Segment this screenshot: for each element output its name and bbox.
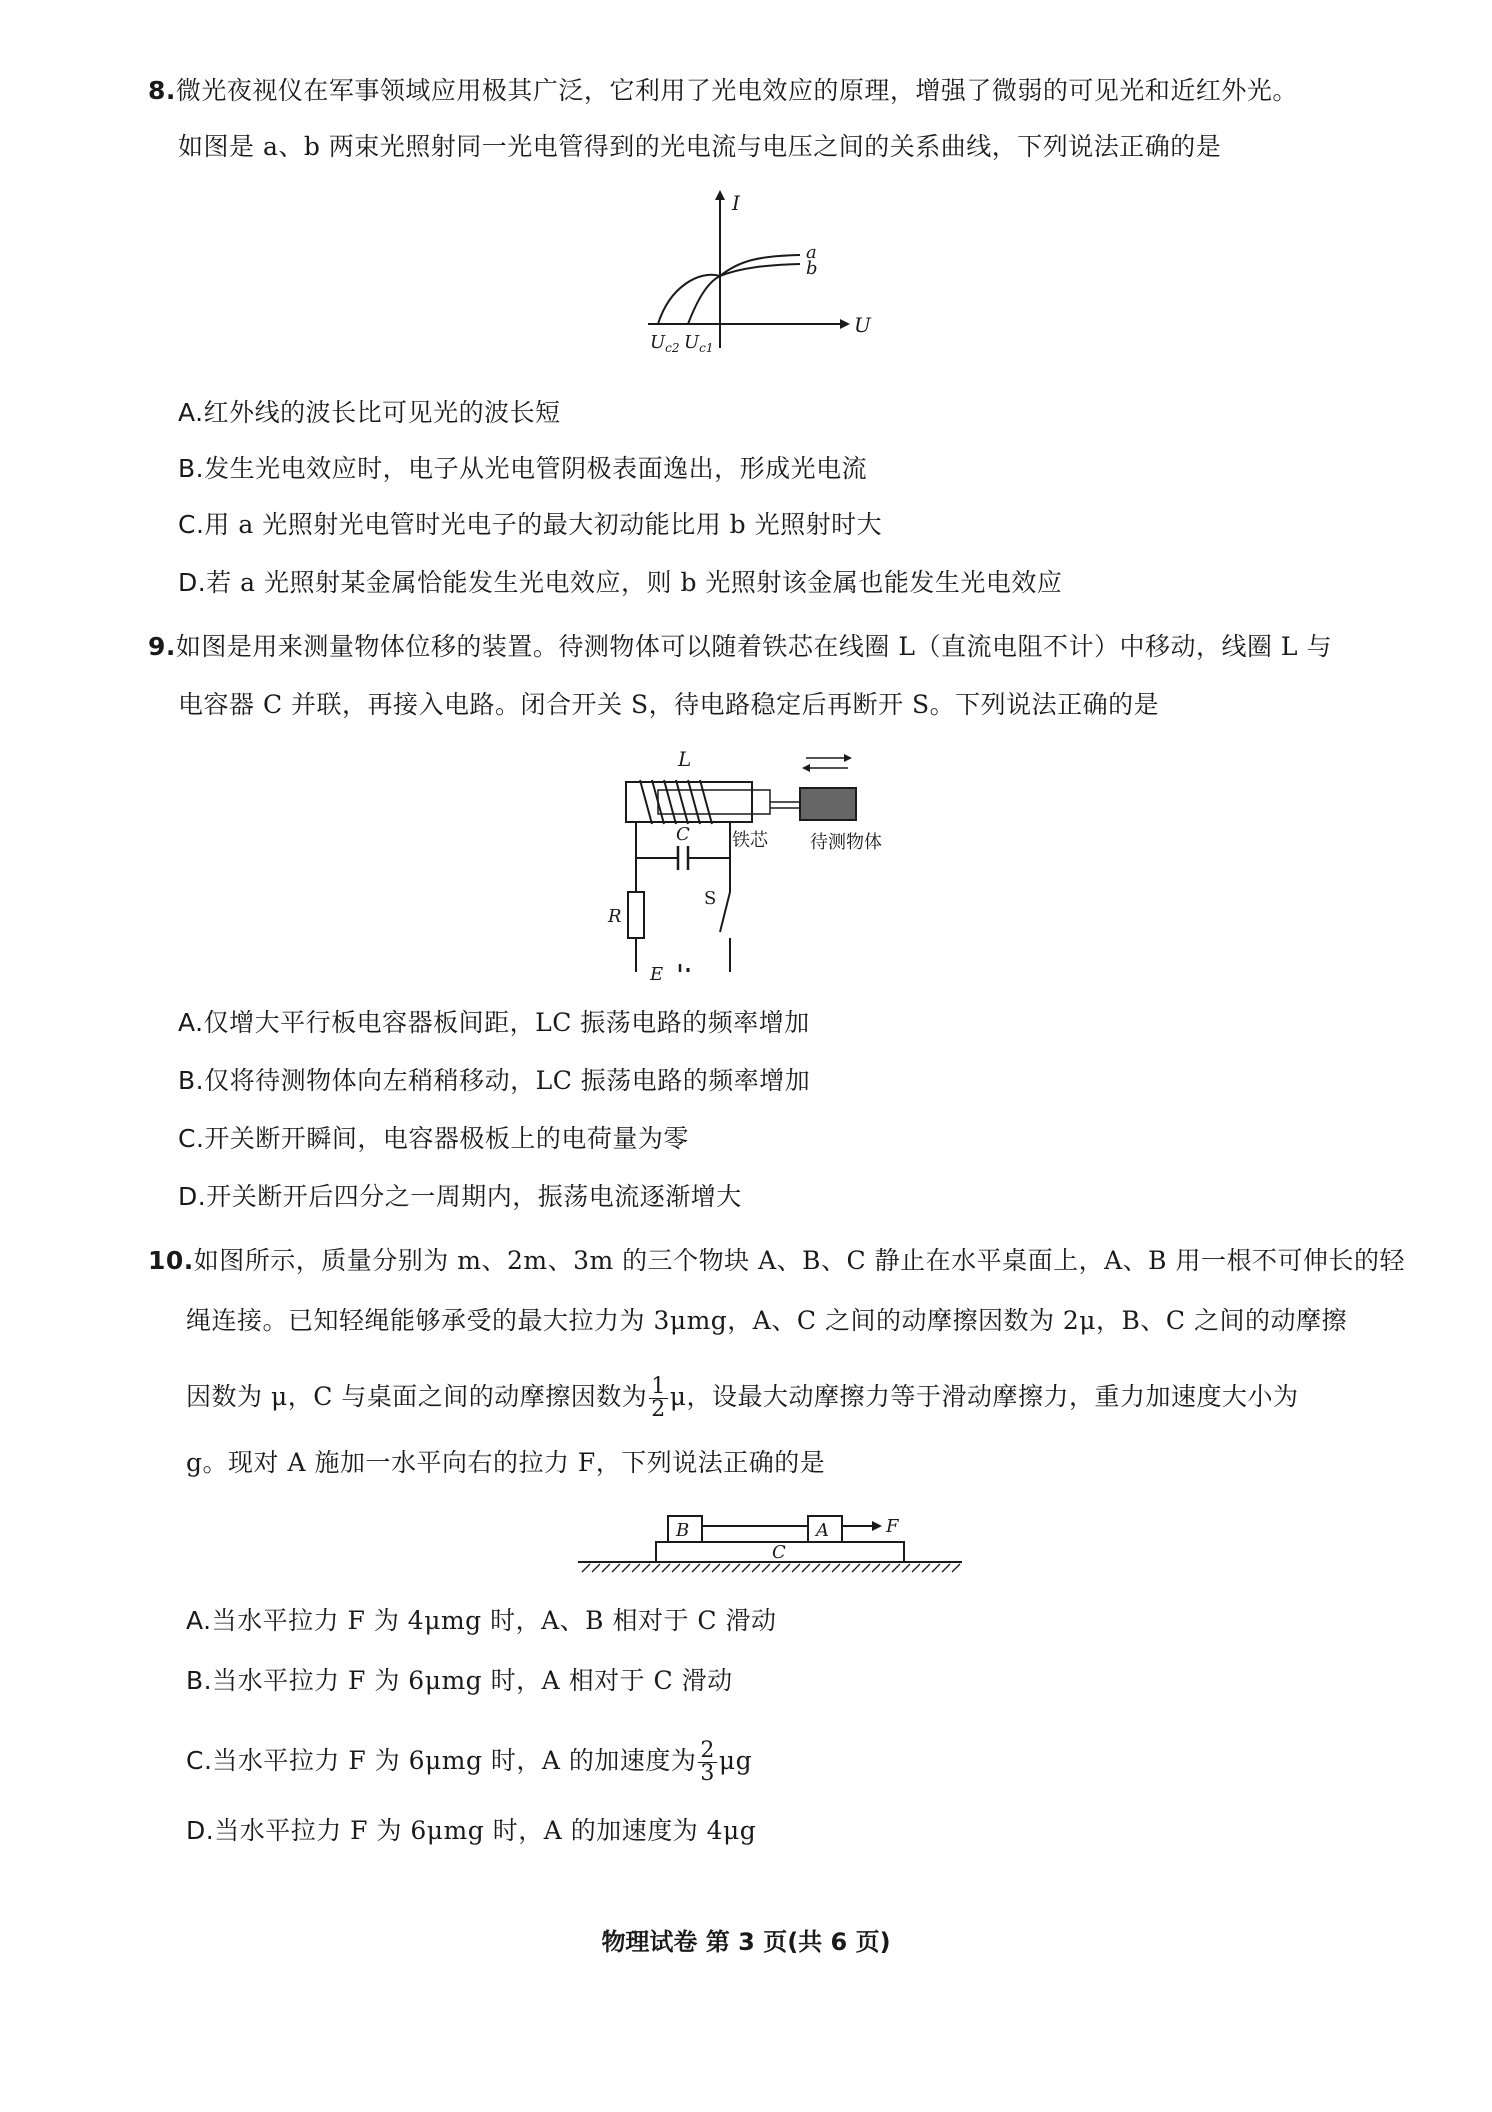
question-10-stem-line-2: 绳连接。已知轻绳能够承受的最大拉力为 3μmg，A、C 之间的动摩擦因数为 2μ，B、C 之间的动摩擦 [186, 1306, 1347, 1335]
resistor [628, 892, 644, 938]
option-text: 若 a 光照射某金属恰能发生光电效应，则 b 光照射该金属也能发生光电效应 [206, 568, 1063, 597]
fraction-two-thirds: $\frac{2}{3}$ [700, 1738, 715, 1786]
curve-b [688, 264, 800, 324]
current-axis-label: I [732, 191, 740, 215]
question-10-option-a[interactable] [186, 1604, 777, 1638]
option-text: 仅增大平行板电容器板间距，LC 振荡电路的频率增加 [203, 1008, 810, 1037]
coil-winding [640, 780, 712, 824]
block-c-label: C [772, 1542, 786, 1563]
coil-label: L [678, 747, 692, 771]
arrow-right-icon [872, 1521, 882, 1531]
option-text: 红外线的波长比可见光的波长短 [203, 398, 561, 427]
option-letter: A. [186, 1606, 212, 1635]
option-letter: A. [178, 1008, 204, 1037]
option-letter: D. [178, 568, 207, 597]
question-8-stem-line-1 [148, 74, 1298, 108]
iron-core-label: 铁芯 [732, 830, 768, 851]
option-letter: C. [178, 1124, 205, 1153]
option-letter: A. [178, 398, 204, 427]
question-9-option-d[interactable] [178, 1180, 742, 1214]
question-10-option-d[interactable] [186, 1814, 756, 1848]
question-10-option-b[interactable] [186, 1664, 733, 1698]
question-10-stem-line-4: g。现对 A 施加一水平向右的拉力 F，下列说法正确的是 [186, 1448, 826, 1477]
iron-core [658, 790, 770, 814]
arrow-right-icon [840, 319, 850, 329]
cutoff-voltage-2-label: $U_{c2}$ [650, 332, 680, 355]
option-text: 当水平拉力 F 为 6μmg 时，A 的加速度为 [212, 1746, 697, 1775]
curve-b-label: b [806, 258, 818, 279]
blocks-on-table-diagram [576, 1508, 966, 1582]
arrow-left-head [802, 764, 810, 772]
measured-object-label: 待测物体 [810, 832, 882, 853]
question-text: 如图所示，质量分别为 m、2m、3m 的三个物块 A、B、C 静止在水平桌面上，A、B 用一根不可伸长的轻 [193, 1246, 1405, 1275]
question-8-option-b[interactable] [178, 452, 867, 486]
question-9-option-a[interactable] [178, 1006, 810, 1040]
battery-label: E [650, 964, 664, 985]
capacitor-label: C [676, 824, 690, 845]
option-text: 当水平拉力 F 为 6μmg 时，A 的加速度为 4μg [214, 1816, 757, 1845]
option-text: 开关断开瞬间，电容器极板上的电荷量为零 [204, 1124, 689, 1153]
lc-circuit-diagram [600, 742, 930, 985]
force-label: F [886, 1516, 899, 1537]
option-text: 开关断开后四分之一周期内，振荡电流逐渐增大 [206, 1182, 742, 1211]
option-text: 仅将待测物体向左稍稍移动，LC 振荡电路的频率增加 [204, 1066, 811, 1095]
question-8-option-d[interactable] [178, 566, 1062, 600]
question-text: 如图是用来测量物体位移的装置。待测物体可以随着铁芯在线圈 L（直流电阻不计）中移动，线圈 L 与 [175, 632, 1332, 661]
option-letter: C. [186, 1746, 213, 1775]
option-letter: B. [186, 1666, 213, 1695]
measured-object [800, 788, 856, 820]
question-text: 因数为 μ，C 与桌面之间的动摩擦因数为 [186, 1382, 648, 1411]
question-10-stem-line-3 [186, 1376, 1299, 1421]
arrow-right-head [844, 754, 852, 762]
arrow-up-icon [715, 190, 725, 200]
question-8-option-c[interactable] [178, 508, 882, 542]
photocurrent-voltage-graph [640, 188, 880, 372]
coil-tube [626, 782, 752, 822]
cutoff-voltage-1-label: $U_{c1}$ [684, 332, 714, 355]
option-text: μg [718, 1746, 753, 1775]
option-text: 发生光电效应时，电子从光电管阴极表面逸出，形成光电流 [204, 454, 868, 483]
question-10-stem-line-1 [148, 1244, 1405, 1278]
question-9-option-c[interactable] [178, 1122, 689, 1156]
option-text: 当水平拉力 F 为 6μmg 时，A 相对于 C 滑动 [212, 1666, 733, 1695]
option-letter: D. [178, 1182, 207, 1211]
question-number: 9. [148, 632, 176, 661]
page-footer: 物理试卷 第 3 页(共 6 页) [601, 1928, 891, 1956]
question-text: 微光夜视仪在军事领域应用极其广泛，它利用了光电效应的原理，增强了微弱的可见光和近红外光。 [175, 76, 1298, 105]
question-number: 8. [148, 76, 176, 105]
question-number: 10. [148, 1246, 194, 1275]
block-b-label: B [676, 1520, 690, 1541]
resistor-label: R [608, 906, 622, 927]
option-letter: C. [178, 510, 205, 539]
question-9-option-b[interactable] [178, 1064, 810, 1098]
curve-a-label: a [806, 242, 817, 263]
option-letter: D. [186, 1816, 215, 1845]
switch-blade [720, 892, 730, 932]
question-9-stem-line-1 [148, 630, 1332, 664]
option-letter: B. [178, 1066, 205, 1095]
question-9-stem-line-2: 电容器 C 并联，再接入电路。闭合开关 S，待电路稳定后再断开 S。下列说法正确的是 [178, 690, 1160, 719]
option-letter: B. [178, 454, 205, 483]
fraction-one-half: $\frac{1}{2}$ [651, 1374, 666, 1422]
switch-label: S [704, 888, 717, 909]
table-hatching [582, 1564, 960, 1572]
block-a-label: A [816, 1520, 829, 1541]
question-10-option-c[interactable] [186, 1740, 752, 1785]
question-8-stem-line-2: 如图是 a、b 两束光照射同一光电管得到的光电流与电压之间的关系曲线，下列说法正确的是 [178, 132, 1222, 161]
option-text: 用 a 光照射光电管时光电子的最大初动能比用 b 光照射时大 [204, 510, 883, 539]
question-text: μ，设最大动摩擦力等于滑动摩擦力，重力加速度大小为 [669, 1382, 1299, 1411]
question-8-option-a[interactable] [178, 396, 561, 430]
voltage-axis-label: U [854, 313, 871, 337]
option-text: 当水平拉力 F 为 4μmg 时，A、B 相对于 C 滑动 [211, 1606, 777, 1635]
